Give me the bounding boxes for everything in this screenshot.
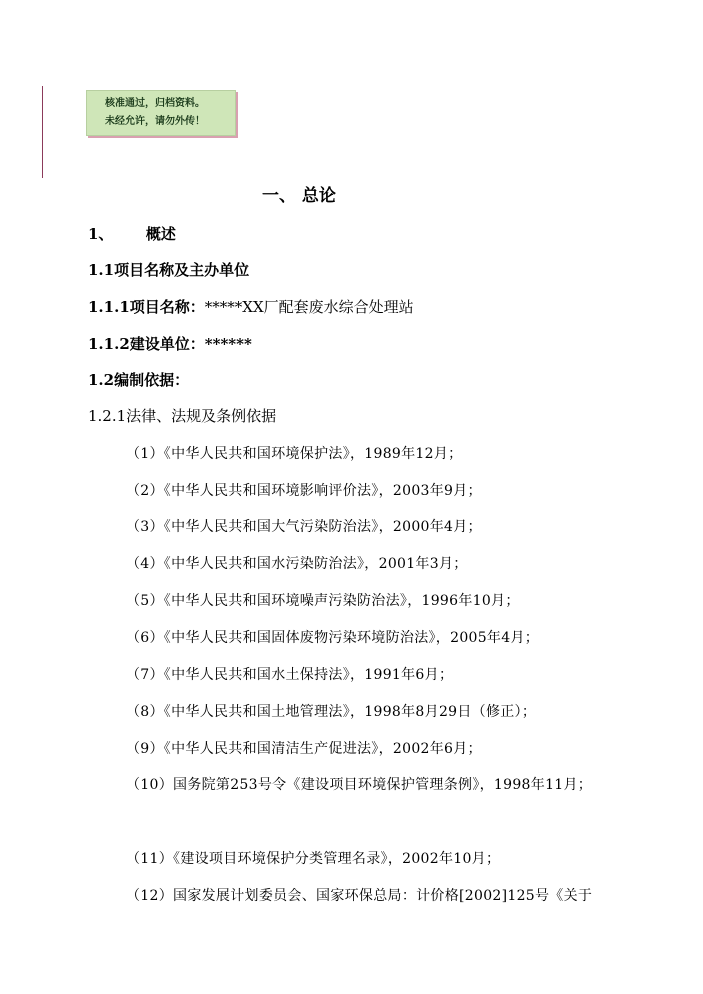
stamp-line-1: 核准通过，归档资料。	[105, 98, 205, 109]
construction-unit-value: ******	[204, 335, 252, 353]
construction-unit-line	[88, 334, 252, 354]
basis-item-2: （2）《中华人民共和国环境影响评价法》，2003年9月；	[126, 483, 482, 499]
stamp-line-2: 未经允许，请勿外传！	[105, 116, 205, 127]
section-1-2-heading: 1.2编制依据：	[88, 371, 190, 389]
project-name-label: 1.1.1项目名称：	[88, 298, 205, 316]
basis-item-10: （10）国务院第253号令《建设项目环境保护管理条例》，1998年11月；	[126, 777, 593, 793]
basis-item-4: （4）《中华人民共和国水污染防治法》，2001年3月；	[126, 556, 468, 572]
chapter-title: 一、 总论	[262, 186, 336, 206]
confidential-stamp	[86, 90, 236, 136]
basis-item-1: （1）《中华人民共和国环境保护法》，1989年12月；	[126, 446, 463, 462]
basis-item-9: （9）《中华人民共和国清洁生产促进法》，2002年6月；	[126, 741, 482, 757]
basis-item-5: （5）《中华人民共和国环境噪声污染防治法》，1996年10月；	[126, 593, 520, 609]
basis-item-7: （7）《中华人民共和国水土保持法》，1991年6月；	[126, 667, 454, 683]
section-1-1-heading: 1.1项目名称及主办单位	[88, 261, 250, 279]
project-name-line	[88, 297, 414, 317]
margin-marker-line	[42, 86, 43, 178]
project-name-value: *****XX厂配套废水综合处理站	[204, 298, 414, 316]
section-1-2-1-heading: 1.2.1法律、法规及条例依据	[88, 407, 277, 425]
section-1-heading	[88, 224, 176, 244]
basis-item-11: （11）《建设项目环境保护分类管理名录》，2002年10月；	[126, 851, 501, 867]
section-1-number: 1、	[88, 225, 114, 243]
basis-item-8: （8）《中华人民共和国土地管理法》，1998年8月29日（修正）；	[126, 704, 537, 720]
basis-item-3: （3）《中华人民共和国大气污染防治法》，2000年4月；	[126, 519, 482, 535]
basis-item-12: （12）国家发展计划委员会、国家环保总局：计价格[2002]125号《关于	[126, 888, 593, 904]
section-1-title: 概述	[145, 225, 176, 243]
basis-item-6: （6）《中华人民共和国固体废物污染环境防治法》，2005年4月；	[126, 630, 540, 646]
construction-unit-label: 1.1.2建设单位：	[88, 335, 205, 353]
